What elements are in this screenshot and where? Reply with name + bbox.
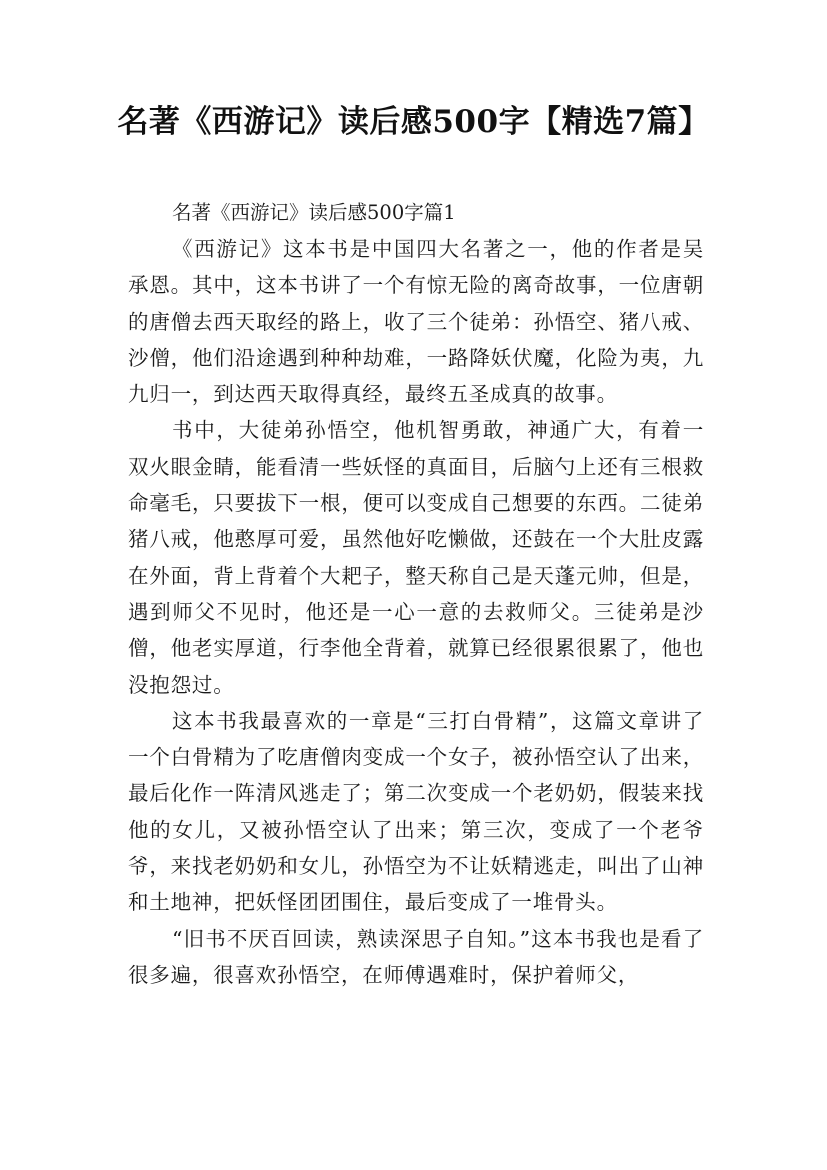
document-title: 名著《西游记》读后感500字【精选7篇】 <box>117 104 710 140</box>
section-heading: 名著《西游记》读后感500字篇1 <box>172 201 456 224</box>
paragraph-favorite-chapter: 这本书我最喜欢的一章是“三打白骨精”，这篇文章讲了一个白骨精为了吃唐僧肉变成一个女子，被孙悟空认了出来，最后化作一阵清风逃走了；第二次变成一个老奶奶，假装来找他的女儿，又被孙悟空认了出来；第三次，变成了一个老爷爷，来找老奶奶和女儿，孙悟空为不让妖精逃走，叫出了山神和土地神，把妖怪团团围住，最后变成了一堆骨头。 <box>128 708 704 915</box>
document-body <box>128 194 704 993</box>
paragraph-reflection: “旧书不厌百回读，熟读深思子自知。”这本书我也是看了很多遍，很喜欢孙悟空，在师傅遇难时，保护着师父， <box>128 926 704 987</box>
paragraph-characters: 书中，大徒弟孙悟空，他机智勇敢，神通广大，有着一双火眼金睛，能看清一些妖怪的真面目，后脑勺上还有三根救命毫毛，只要拔下一根，便可以变成自己想要的东西。二徒弟猪八戒，他憨厚可爱，虽然他好吃懒做，还鼓在一个大肚皮露在外面，背上背着个大耙子，整天称自己是天蓬元帅，但是，遇到师父不见时，他还是一心一意的去救师父。三徒弟是沙僧，他老实厚道，行李他全背着，就算已经很累很累了，他也没抱怨过。 <box>128 418 704 697</box>
paragraph-intro: 《西游记》这本书是中国四大名著之一，他的作者是吴承恩。其中，这本书讲了一个有惊无险的离奇故事，一位唐朝的唐僧去西天取经的路上，收了三个徒弟：孙悟空、猪八戒、沙僧，他们沿途遇到种种劫难，一路降妖伏魔，化险为夷，九九归一，到达西天取得真经，最终五圣成真的故事。 <box>128 237 704 407</box>
